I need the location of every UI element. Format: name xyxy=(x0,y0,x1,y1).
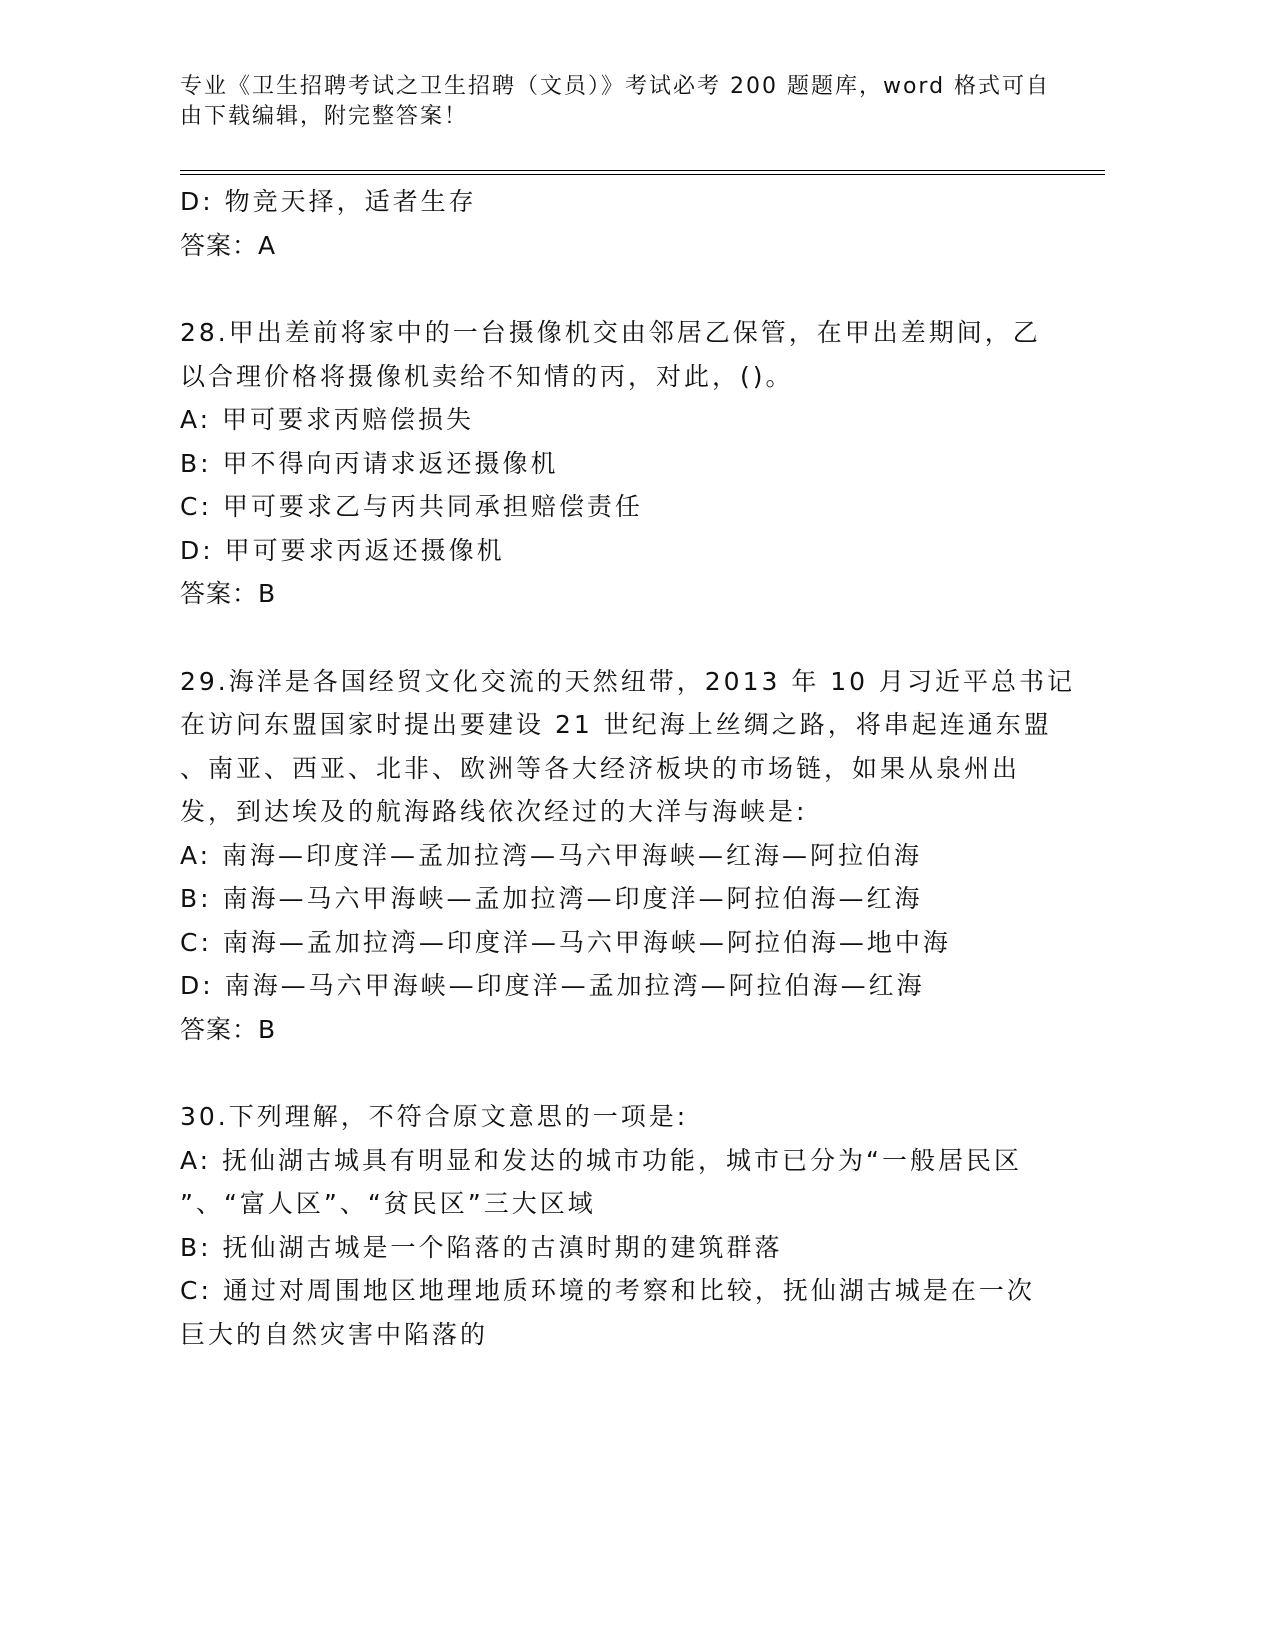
question-30 xyxy=(180,1095,1040,1356)
question-stem: 30.下列理解，不符合原文意思的一项是: xyxy=(180,1102,689,1131)
option-a: A: 甲可要求丙赔偿损失 xyxy=(180,405,475,434)
option-c: C: 南海—孟加拉湾—印度洋—马六甲海峡—阿拉伯海—地中海 xyxy=(180,927,951,957)
option-a: A: 南海—印度洋—孟加拉湾—马六甲海峡—红海—阿拉伯海 xyxy=(180,840,923,870)
spacer xyxy=(180,616,1040,660)
document-header xyxy=(180,72,1060,132)
question-stem: 29.海洋是各国经贸文化交流的天然纽带，2013 年 10 月习近平总书记 xyxy=(180,666,1076,696)
option-d: D: 南海—马六甲海峡—印度洋—孟加拉湾—阿拉伯海—红海 xyxy=(180,971,925,1000)
option-d: D: 甲可要求丙返还摄像机 xyxy=(180,535,505,565)
header-divider xyxy=(180,174,1105,175)
option-b: B: 南海—马六甲海峡—孟加拉湾—印度洋—阿拉伯海—红海 xyxy=(180,884,923,913)
option-a-continued: ”、“富人区”、“贫民区”三大区域 xyxy=(180,1189,596,1218)
question-stem: 、南亚、西亚、北非、欧洲等各大经济板块的市场链，如果从泉州出 xyxy=(180,753,1021,783)
question-stem: 以合理价格将摄像机卖给不知情的丙，对此，()。 xyxy=(180,361,794,391)
option-d: D: 物竞天择，适者生存 xyxy=(180,187,477,216)
question-stem: 28.甲出差前将家中的一台摄像机交由邻居乙保管，在甲出差期间，乙 xyxy=(180,318,1041,347)
option-b: B: 甲不得向丙请求返还摄像机 xyxy=(180,448,559,478)
document-body xyxy=(180,180,1076,1356)
question-29 xyxy=(180,660,1076,1052)
option-a: A: 抚仙湖古城具有明显和发达的城市功能，城市已分为“一般居民区 xyxy=(180,1145,1022,1175)
spacer xyxy=(180,267,1040,311)
spacer xyxy=(180,1051,1040,1095)
option-c-continued: 巨大的自然灾害中陷落的 xyxy=(180,1319,489,1349)
header-divider xyxy=(180,170,1105,171)
question-stem: 在访问东盟国家时提出要建设 21 世纪海上丝绸之路，将串起连通东盟 xyxy=(180,710,1052,739)
answer-line: 答案：B xyxy=(180,1014,277,1044)
previous-question-tail xyxy=(180,180,1040,267)
question-28 xyxy=(180,311,1040,616)
option-b: B: 抚仙湖古城是一个陷落的古滇时期的建筑群落 xyxy=(180,1232,783,1262)
option-c: C: 甲可要求乙与丙共同承担赔偿责任 xyxy=(180,492,643,521)
option-c: C: 通过对周围地区地理地质环境的考察和比较，抚仙湖古城是在一次 xyxy=(180,1276,1035,1305)
question-stem: 发，到达埃及的航海路线依次经过的大洋与海峡是: xyxy=(180,797,808,826)
header-line: 专业《卫生招聘考试之卫生招聘（文员）》考试必考 200 题题库，word 格式可自 xyxy=(180,74,1051,99)
answer-line: 答案：B xyxy=(180,579,277,608)
header-line: 由下载编辑，附完整答案！ xyxy=(180,104,469,129)
answer-line: 答案：A xyxy=(180,230,277,260)
